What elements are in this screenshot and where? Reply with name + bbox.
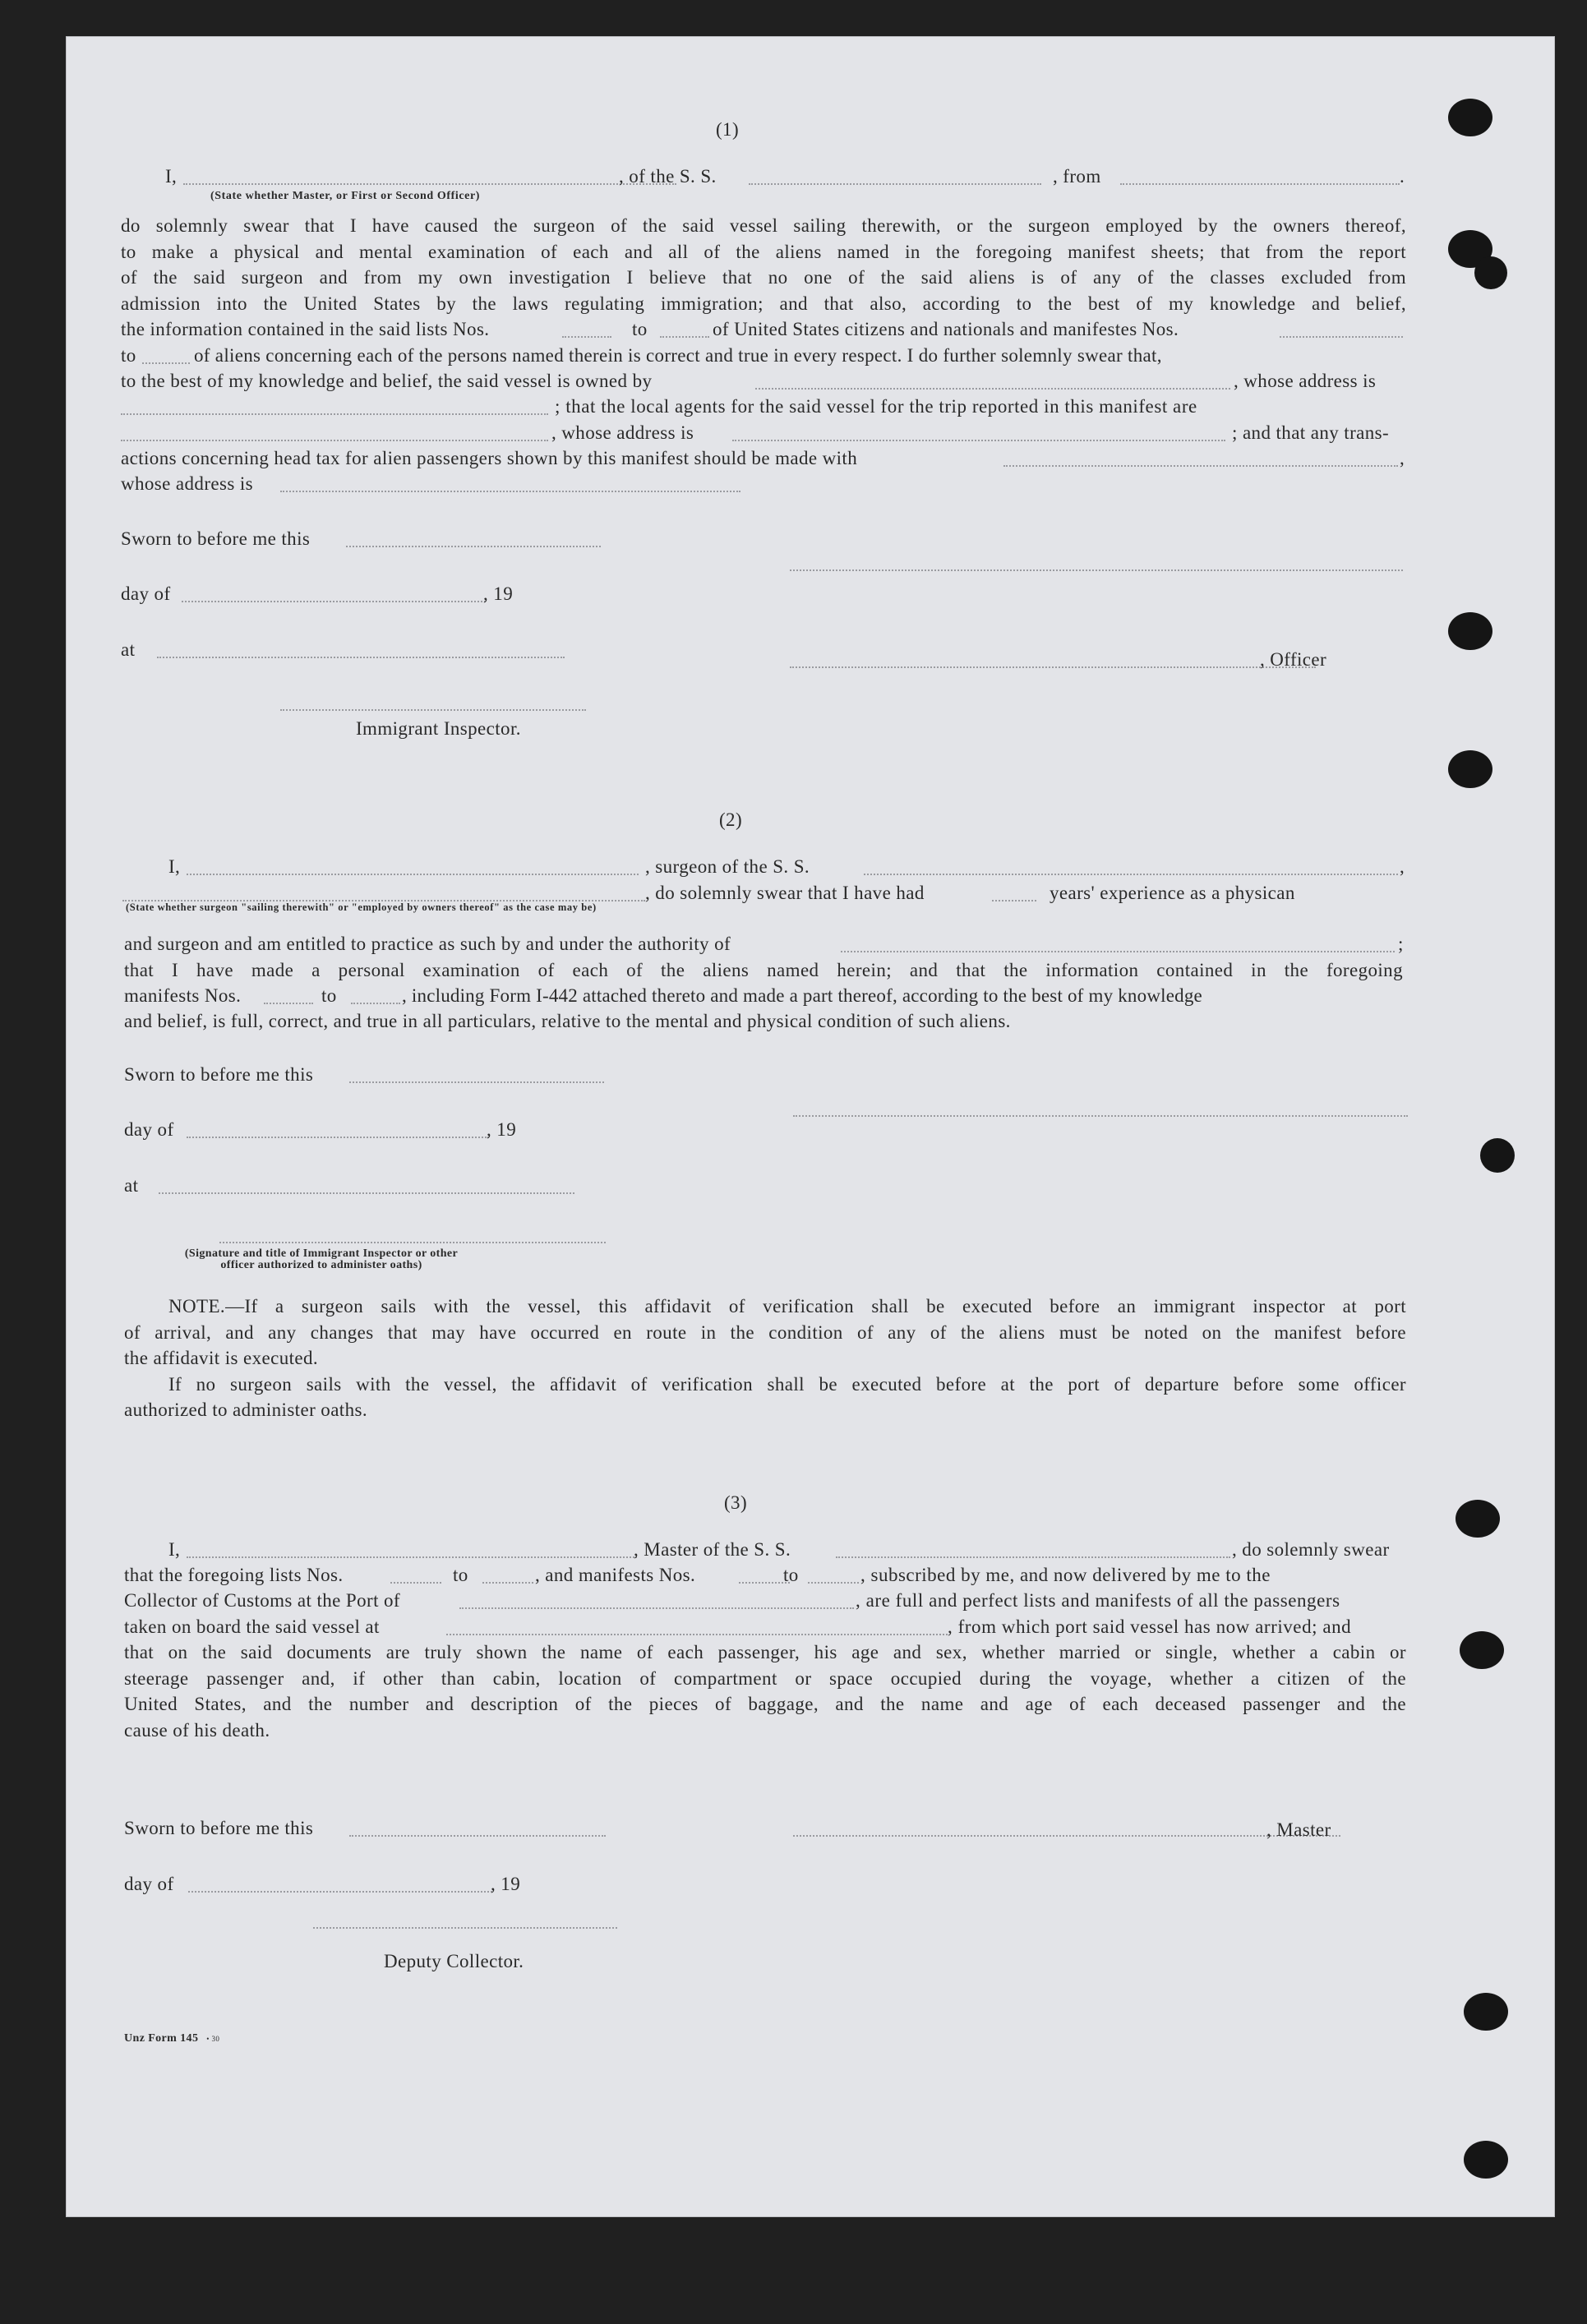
- owned-line-b: , whose address is: [1234, 371, 1377, 391]
- lists-line-b: to: [632, 319, 648, 339]
- section-number: (2): [719, 809, 743, 830]
- day-of-label: day of: [121, 583, 171, 604]
- manifests-to-blank[interactable]: [351, 1003, 400, 1004]
- body-line: admission into the United States by the laws regulating immigration; and that also, according to the best of my knowledge and belief,: [121, 293, 1406, 314]
- s3-lists-d: to: [783, 1565, 799, 1585]
- s3-lists-c: , and manifests Nos.: [535, 1565, 696, 1585]
- to-line-a: to: [121, 345, 136, 366]
- s3-master-sig: , Master: [1266, 1819, 1331, 1840]
- surgeon-name-blank[interactable]: [187, 874, 639, 875]
- form-number: [124, 2032, 219, 2045]
- note-line: If no surgeon sails with the vessel, the affidavit of verification shall be executed before at the port of departure before some officer: [168, 1373, 1406, 1395]
- punch-hole: [1456, 1500, 1500, 1538]
- note-paragraph: [124, 1293, 1406, 1423]
- punch-hole: [1448, 750, 1492, 788]
- body-line: cause of his death.: [124, 1719, 270, 1741]
- inspector-label: Immigrant Inspector.: [356, 718, 521, 739]
- note-line: authorized to administer oaths.: [124, 1399, 367, 1420]
- signature-blank[interactable]: [790, 569, 1403, 571]
- master-name-blank[interactable]: [187, 1556, 637, 1558]
- manifests-blank[interactable]: [1280, 336, 1403, 338]
- surgeon-note: (State whether surgeon "sailing therewith" or "employed by owners thereof" as the case may be): [126, 901, 597, 913]
- note-line: the affidavit is executed.: [124, 1348, 319, 1368]
- agents-address-blank[interactable]: [732, 440, 1225, 441]
- head-tax-line-b: ,: [1400, 448, 1405, 468]
- s3-year: , 19: [491, 1874, 521, 1894]
- head-tax-line-a: actions concerning head tax for alien passengers shown by this manifest should be made with: [121, 448, 858, 468]
- s2-sworn-blank[interactable]: [349, 1081, 604, 1083]
- punch-hole: [1448, 612, 1492, 650]
- punch-hole: [1464, 2141, 1508, 2179]
- s3-lists-a: that the foregoing lists Nos.: [124, 1565, 344, 1585]
- s3-collector-b: , are full and perfect lists and manifests of all the passengers: [856, 1590, 1340, 1611]
- manifests-line-a: manifests Nos.: [124, 985, 242, 1006]
- year-label: , 19: [483, 583, 514, 604]
- sworn-label: Sworn to before me this: [121, 528, 311, 549]
- officer-label: , Officer: [1260, 649, 1327, 670]
- line1-from: , from: [1053, 166, 1101, 187]
- s3-vessel-blank[interactable]: [836, 1556, 1230, 1558]
- s2-last-line: and belief, is full, correct, and true in all particulars, relative to the mental and physical condition of such aliens.: [124, 1011, 1011, 1031]
- sworn-blank[interactable]: [346, 546, 601, 547]
- whose-address-blank[interactable]: [280, 491, 740, 492]
- body-line: United States, and the number and description of the pieces of baggage, and the name and age of each deceased passenger and the: [124, 1694, 1406, 1714]
- section-number: (1): [716, 119, 740, 140]
- punch-hole: [1464, 1993, 1508, 2031]
- punch-hole: [1460, 1631, 1504, 1669]
- s2-day-blank[interactable]: [187, 1137, 489, 1138]
- s3-manifests-to-blank[interactable]: [808, 1582, 859, 1584]
- body-line: do solemnly swear that I have caused the surgeon of the said vessel sailing therewith, or the surgeon employed by the owners thereof,: [121, 215, 1406, 236]
- s3-I: I,: [168, 1539, 181, 1560]
- section1-body: [121, 213, 1406, 316]
- punch-hole: [1448, 99, 1492, 136]
- s2-sworn: Sworn to before me this: [124, 1064, 314, 1085]
- section2-body: [124, 957, 1403, 984]
- section3-body: [124, 1639, 1406, 1743]
- s2-at-blank[interactable]: [159, 1192, 574, 1194]
- address-line-a: , whose address is: [551, 422, 694, 443]
- port-blank[interactable]: [459, 1607, 854, 1609]
- whose-address: whose address is: [121, 473, 253, 494]
- manifests-line-b: to: [321, 985, 337, 1006]
- years-blank[interactable]: [992, 900, 1036, 901]
- line1-end: .: [1400, 166, 1405, 187]
- agents-blank[interactable]: [121, 440, 548, 441]
- s3-taken-b: , from which port said vessel has now arrived; and: [948, 1616, 1352, 1637]
- punch-hole: [1480, 1138, 1515, 1173]
- s3-sworn: Sworn to before me this: [124, 1818, 314, 1838]
- inspector-sig-blank[interactable]: [280, 709, 586, 711]
- manifests-from-blank[interactable]: [264, 1003, 313, 1004]
- officer-note: (State whether Master, or First or Second Officer): [210, 190, 481, 202]
- s2-I: I,: [168, 856, 181, 877]
- agents-line: ; that the local agents for the said vessel for the trip reported in this manifest are: [555, 396, 1197, 417]
- lists-line-c: of United States citizens and nationals and manifestes Nos.: [713, 319, 1179, 339]
- note-line: NOTE.—If a surgeon sails with the vessel, this affidavit of verification shall be executed before an immigrant inspector at port: [168, 1296, 1406, 1316]
- s2-year: , 19: [487, 1119, 517, 1140]
- s3-master: , Master of the S. S.: [634, 1539, 791, 1560]
- body-line: that on the said documents are truly shown the name of each passenger, his age and sex, whether married or single, whether a cabin or: [124, 1642, 1406, 1662]
- body-line: to make a physical and mental examination of each and all of the aliens named in the foregoing manifest sheets; that from the report: [121, 241, 1406, 262]
- authority-line: and surgeon and am entitled to practice as such by and under the authority of: [124, 934, 731, 954]
- lists-to-blank[interactable]: [660, 336, 709, 338]
- day-blank[interactable]: [182, 601, 486, 602]
- name-blank[interactable]: [183, 183, 676, 185]
- taken-at-blank[interactable]: [446, 1634, 948, 1635]
- manifests-line-c: , including Form I-442 attached thereto and made a part thereof, according to the best of my knowledge: [402, 985, 1202, 1006]
- s3-swear: , do solemnly swear: [1232, 1539, 1390, 1560]
- deputy-label: Deputy Collector.: [384, 1951, 524, 1971]
- to-blank[interactable]: [142, 362, 190, 364]
- owner-address-blank[interactable]: [121, 413, 548, 415]
- s2-years: years' experience as a physican: [1050, 883, 1295, 903]
- owner-blank[interactable]: [755, 388, 1230, 390]
- s3-lists-e: , subscribed by me, and now delivered by me to the: [860, 1565, 1271, 1585]
- s3-lists-b: to: [453, 1565, 468, 1585]
- note-line: of arrival, and any changes that may have occurred en route in the condition of any of the aliens must be noted on the manifest before: [124, 1321, 1406, 1343]
- s2-vessel-blank[interactable]: [864, 874, 1398, 875]
- master-sig-blank[interactable]: [793, 1835, 1340, 1837]
- body-line: that I have made a personal examination of each of the aliens named herein; and that the information contained in the foregoing: [124, 960, 1403, 980]
- line1-I: I,: [165, 166, 178, 187]
- s2-inspector-blank[interactable]: [219, 1242, 606, 1243]
- deputy-sig-blank[interactable]: [313, 1927, 617, 1929]
- at-label: at: [121, 639, 136, 660]
- vessel-blank[interactable]: [749, 183, 1041, 185]
- sig-note: [157, 1248, 486, 1271]
- section-number: (3): [724, 1492, 748, 1513]
- head-tax-blank[interactable]: [1003, 465, 1398, 467]
- s2-semicolon: ;: [1398, 934, 1404, 954]
- s3-day-of: day of: [124, 1874, 174, 1894]
- body-line: of the said surgeon and from my own investigation I believe that no one of the said aliens is of any of the classes excluded from: [121, 267, 1406, 288]
- address-line-b: ; and that any trans-: [1232, 422, 1390, 443]
- s3-collector-a: Collector of Customs at the Port of: [124, 1590, 400, 1611]
- s3-lists-from-blank[interactable]: [390, 1582, 441, 1584]
- at-blank[interactable]: [157, 657, 565, 658]
- sig-note-line: officer authorized to administer oaths): [220, 1259, 422, 1271]
- from-blank[interactable]: [1120, 183, 1400, 185]
- to-line-b: of aliens concerning each of the persons named therein is correct and true in every respect. I do further solemnly swear that,: [194, 345, 1162, 366]
- sig-note-line: (Signature and title of Immigrant Inspector or other: [184, 1247, 459, 1260]
- s3-taken-a: taken on board the said vessel at: [124, 1616, 380, 1637]
- line1-of-ss: , of the S. S.: [619, 166, 717, 187]
- form-code: • 30: [206, 2035, 220, 2043]
- form-page: [66, 36, 1555, 2217]
- s3-sworn-blank[interactable]: [349, 1835, 606, 1837]
- officer-blank[interactable]: [790, 666, 1316, 668]
- s2-surgeon: , surgeon of the S. S.: [645, 856, 810, 877]
- s2-swear: , do solemnly swear that I have had: [645, 883, 925, 903]
- lists-line-a: the information contained in the said lists Nos.: [121, 319, 490, 339]
- s3-manifests-from-blank[interactable]: [739, 1582, 790, 1584]
- lists-from-blank[interactable]: [562, 336, 611, 338]
- owned-line-a: to the best of my knowledge and belief, the said vessel is owned by: [121, 371, 653, 391]
- authority-blank[interactable]: [841, 951, 1395, 952]
- s2-at: at: [124, 1175, 139, 1196]
- s2-day-of: day of: [124, 1119, 174, 1140]
- body-line: steerage passenger and, if other than cabin, location of compartment or space occupied during the voyage, whether a citizen of the: [124, 1667, 1406, 1689]
- s3-day-blank[interactable]: [188, 1891, 492, 1893]
- form-name: Unz Form 145: [124, 2032, 199, 2045]
- s2-end-comma: ,: [1400, 856, 1405, 877]
- s3-lists-to-blank[interactable]: [482, 1582, 533, 1584]
- punch-hole: [1474, 256, 1507, 289]
- s2-signature-blank[interactable]: [793, 1115, 1408, 1117]
